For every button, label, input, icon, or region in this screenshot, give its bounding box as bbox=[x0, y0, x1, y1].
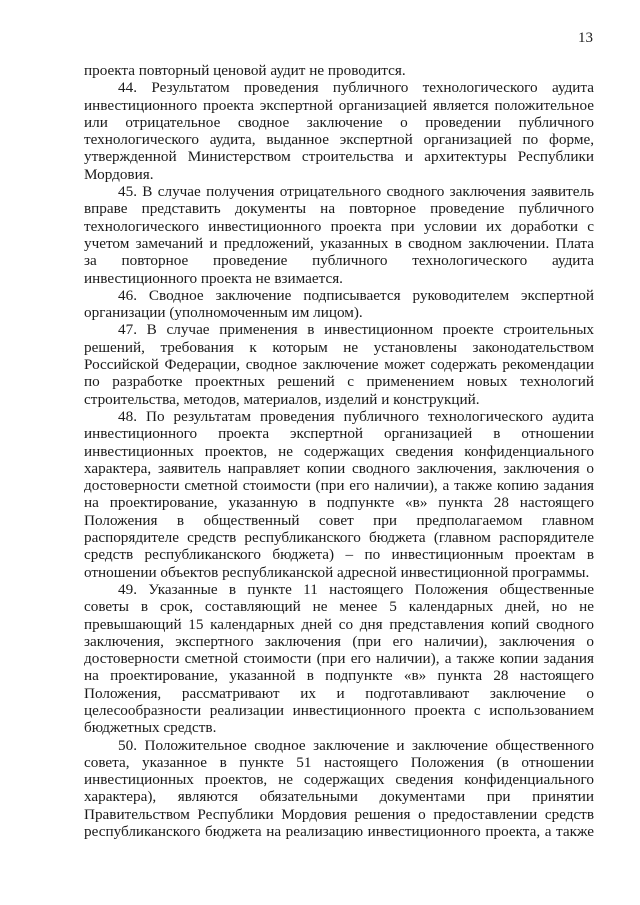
text-line: Положения в общественный совет при предполагаемом главном bbox=[84, 511, 594, 529]
text-line: распорядителе средств республиканского бюджета (главном распорядителе bbox=[84, 529, 594, 547]
text-line: советы в срок, составляющий не менее 5 календарных дней, но не bbox=[84, 598, 594, 616]
text-line: 47. В случае применения в инвестиционном проекте строительных bbox=[118, 321, 594, 339]
text-line: превышающий 15 календарных дней со дня представления копий сводного bbox=[84, 615, 594, 633]
text-line: 46. Сводное заключение подписывается руководителем экспертной bbox=[118, 286, 594, 304]
text-line: проекта повторный ценовой аудит не проводится. bbox=[84, 62, 406, 79]
text-line: инвестиционного проекта не взимается. bbox=[84, 269, 343, 287]
text-line: вправе представить документы на повторное проведение публичного bbox=[84, 200, 594, 218]
text-line: совета, указанное в пункте 51 настоящего Положения (в отношении bbox=[84, 753, 594, 771]
text-line: инвестиционных проектов, не содержащих сведения конфиденциального bbox=[84, 771, 594, 789]
text-line: достоверности сметной стоимости (при его наличии), а также копии задания bbox=[84, 650, 594, 668]
page-number: 13 bbox=[578, 30, 593, 46]
text-line: или отрицательное сводное заключение о проведении публичного bbox=[84, 113, 594, 131]
text-line: решений, требования к которым не установлены законодательством bbox=[84, 338, 594, 356]
text-line: характера), являются обязательными документами при принятии bbox=[84, 788, 594, 806]
text-line: на проектирование, указанной в подпункте «в» пункта 28 настоящего bbox=[84, 667, 594, 685]
text-line: утвержденной Министерством строительства и архитектуры Республики bbox=[84, 148, 594, 166]
text-line: Правительством Республики Мордовия решения о предоставлении средств bbox=[84, 805, 594, 823]
text-line: Российской Федерации, сводное заключение может содержать рекомендации bbox=[84, 356, 594, 374]
text-line: 49. Указанные в пункте 11 настоящего Положения общественные bbox=[118, 580, 594, 598]
text-line: целесообразности реализации инвестиционного проекта с использованием bbox=[84, 701, 594, 719]
text-line: инвестиционного проекта экспертной организацией в отношении bbox=[84, 425, 594, 443]
document-body bbox=[84, 62, 594, 840]
text-line: 45. В случае получения отрицательного сводного заключения заявитель bbox=[118, 183, 594, 201]
text-line: достоверности сметной стоимости (при его наличии), а также копию задания bbox=[84, 477, 594, 495]
text-line: заключения, экспертного заключения (при его наличии), заключения о bbox=[84, 632, 594, 650]
text-line: 44. Результатом проведения публичного технологического аудита bbox=[118, 79, 594, 97]
text-line: за повторное проведение публичного технологического аудита bbox=[84, 252, 594, 270]
text-line: средств республиканского бюджета) – по инвестиционным проектам в bbox=[84, 546, 594, 564]
text-line: инвестиционного проекта экспертной организацией является положительное bbox=[84, 96, 594, 114]
text-line: на проектирование, указанную в подпункте «в» пункта 28 настоящего bbox=[84, 494, 594, 512]
text-line: технологического аудита, выданное экспертной организацией по форме, bbox=[84, 131, 594, 149]
text-line: строительства, методов, материалов, изделий и конструкций. bbox=[84, 390, 480, 408]
text-line: инвестиционных проектов, не содержащих сведения конфиденциального bbox=[84, 442, 594, 460]
text-line: 48. По результатам проведения публичного технологического аудита bbox=[118, 407, 594, 425]
text-line: Мордовия. bbox=[84, 165, 154, 183]
text-line: Положения, рассматривают их и подготавливают заключение о bbox=[84, 684, 594, 702]
text-line: 50. Положительное сводное заключение и заключение общественного bbox=[118, 736, 594, 754]
text-line: по разработке проектных решений с применением новых технологий bbox=[84, 373, 594, 391]
text-line: технологического инвестиционного проекта при условии их доработки с bbox=[84, 217, 594, 235]
text-line: организации (уполномоченным им лицом). bbox=[84, 304, 363, 322]
text-line: бюджетных средств. bbox=[84, 719, 217, 737]
text-line: отношении объектов республиканской адресной инвестиционной программы. bbox=[84, 563, 590, 581]
text-line: республиканского бюджета на реализацию инвестиционного проекта, а также bbox=[84, 823, 594, 841]
text-line: учетом замечаний и предложений, указанных в сводном заключении. Плата bbox=[84, 234, 594, 252]
text-line: характера, заявитель направляет копии сводного заключения, заключения о bbox=[84, 459, 594, 477]
